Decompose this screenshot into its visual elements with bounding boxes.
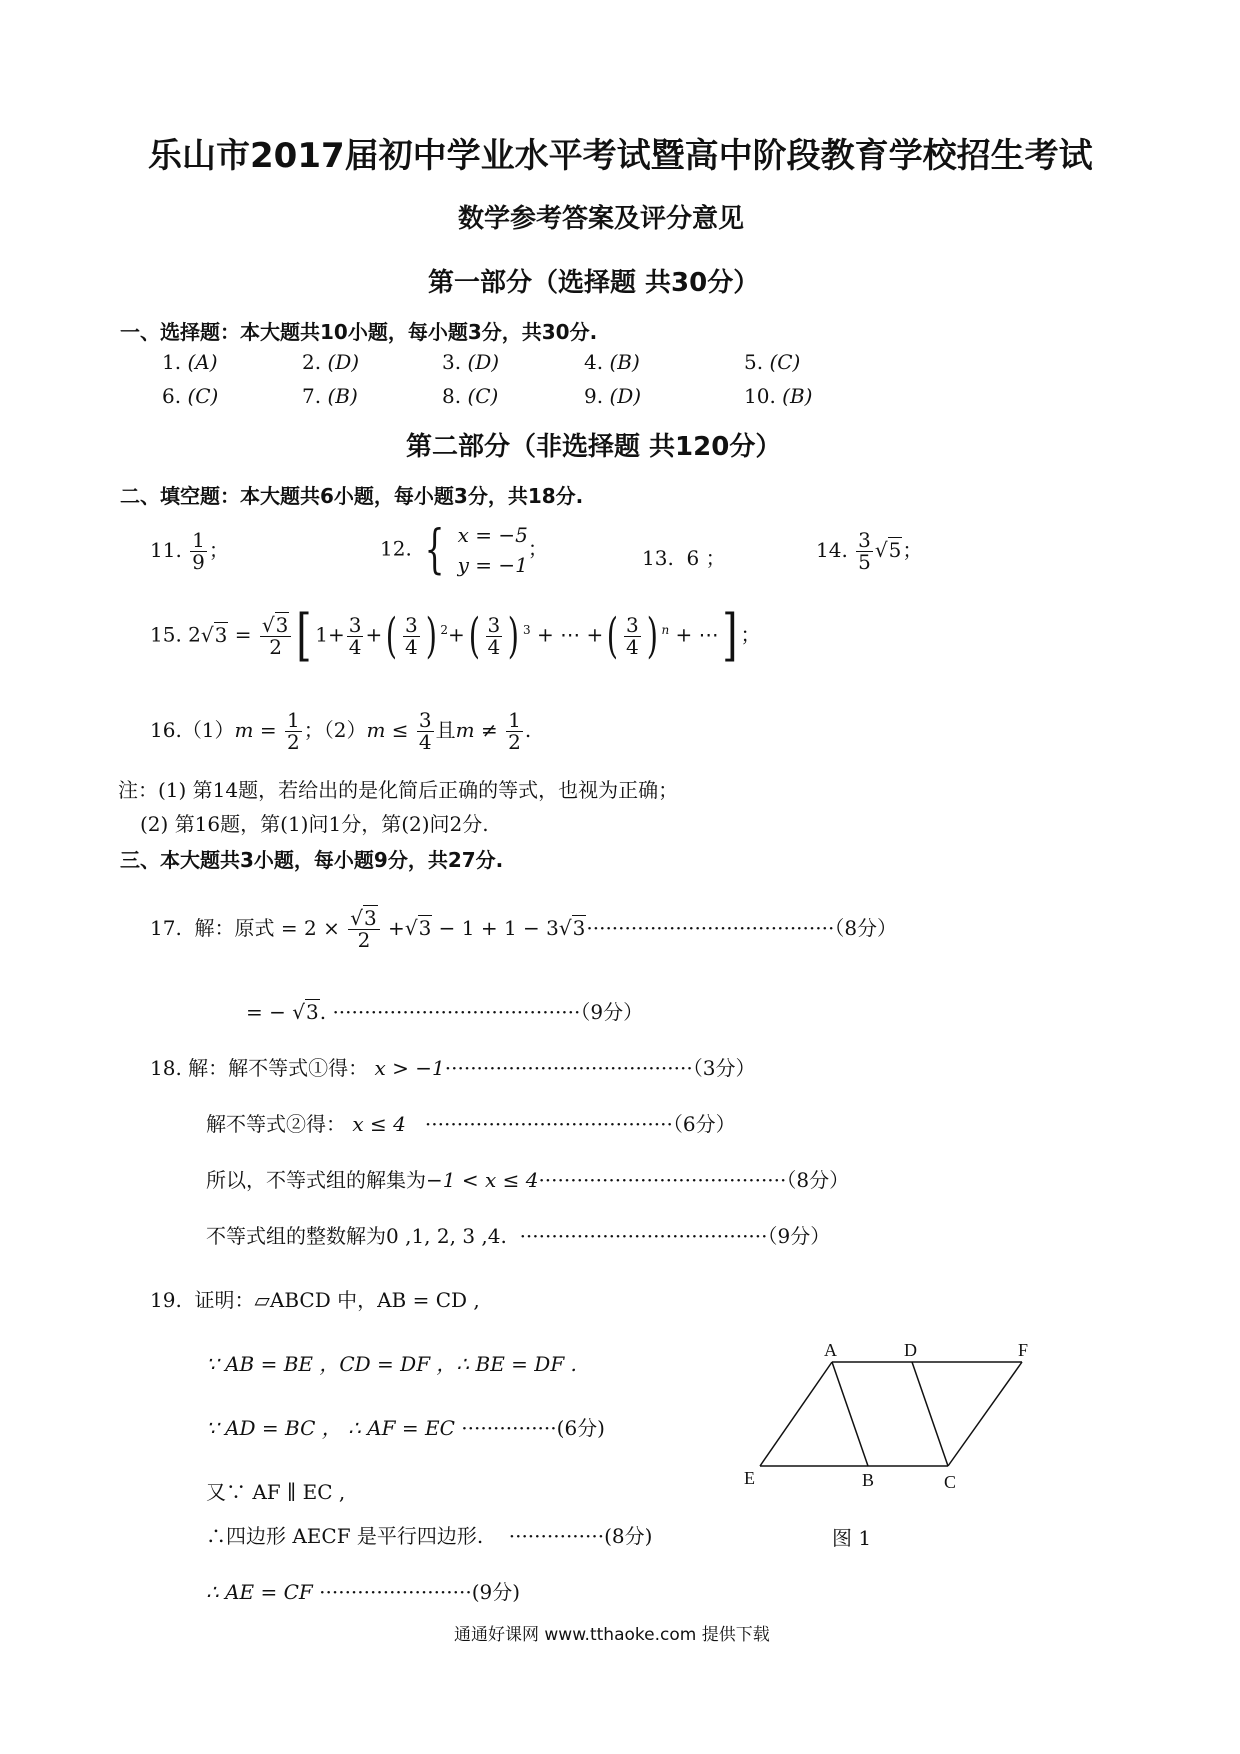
answer-q11: 11. $\frac{1}{9}$ ； [150, 528, 229, 574]
answer-q14: 14. $\frac{3}{5}$ √5； [816, 528, 923, 574]
brace-symbol: { [424, 520, 445, 580]
page-subtitle: 数学参考答案及评分意见 [458, 204, 745, 234]
label-b: B [862, 1470, 875, 1490]
answer-item: 1. (A) [162, 350, 218, 374]
footer-source: 通通好课网 www.tthaoke.com 提供下载 [454, 1625, 770, 1645]
segment-ab [832, 1362, 868, 1466]
answer-item: 9. (D) [584, 384, 642, 408]
part2-heading: 第二部分（非选择题 共120分） [406, 432, 782, 462]
segment-ea [760, 1362, 832, 1466]
figure-1-diagram [740, 1338, 1080, 1528]
segment-fc [948, 1362, 1022, 1466]
q19-line-1: 19. 证明：▱ABCD 中，AB = CD , [150, 1288, 480, 1312]
choice-section-label: 一、选择题：本大题共10小题，每小题3分，共30分. [120, 320, 598, 344]
label-d: D [904, 1340, 917, 1360]
answer-item: 10. (B) [744, 384, 813, 408]
answer-item: 8. (C) [442, 384, 499, 408]
label-a: A [824, 1340, 837, 1360]
answer-item: 2. (D) [302, 350, 360, 374]
label-c: C [944, 1472, 957, 1492]
part1-heading: 第一部分（选择题 共30分） [428, 268, 760, 298]
q18-line-3: 所以，不等式组的解集为−1 < x ≤ 4·······································（8分） [206, 1168, 850, 1192]
q18-line-1: 18. 解：解不等式①得： x > −1·······································（3分） [150, 1056, 756, 1080]
fill-section-label: 二、填空题：本大题共6小题，每小题3分，共18分. [120, 484, 584, 508]
answer-q16: 16.（1）m = $\frac{1}{2}$ ；（2）m ≤ $\frac{3}{4}$ 且m ≠ $\frac{1}{2}$ . [150, 708, 532, 754]
note-line-2: (2) 第16题，第(1)问1分，第(2)问2分. [140, 812, 489, 836]
q18-line-2: 解不等式②得： x ≤ 4 ·······································（6分） [206, 1112, 736, 1136]
answer-q12: 12. { x = −5 y = −1 ； [380, 520, 548, 580]
page-title: 乐山市2017届初中学业水平考试暨高中阶段教育学校招生考试 [148, 136, 1093, 176]
answer-q13: 13. 6 ； [642, 546, 726, 570]
label-f: F [1018, 1340, 1029, 1360]
segment-dc [912, 1362, 948, 1466]
q19-line-5: ∴四边形 AECF 是平行四边形. ···············(8分) [206, 1524, 653, 1548]
answer-item: 6. (C) [162, 384, 219, 408]
q19-line-4: 又∵ AF ∥ EC , [206, 1480, 346, 1504]
answer-item: 3. (D) [442, 350, 500, 374]
q19-line-3: ∵ AD = BC ， ∴ AF = EC ···············(6分) [206, 1416, 605, 1440]
label-e: E [744, 1468, 755, 1488]
q17-line-2: = − √3. ·······································（9分） [246, 1000, 644, 1024]
q19-line-6: ∴ AE = CF ························(9分) [206, 1580, 521, 1604]
answer-item: 5. (C) [744, 350, 801, 374]
answer-item: 7. (B) [302, 384, 358, 408]
section3-label: 三、本大题共3小题，每小题9分，共27分. [120, 848, 504, 872]
figure-1-caption: 图 1 [832, 1526, 872, 1550]
q17-line-1: 17. 解：原式 = 2 × $\frac{√3}{2}$ +√3 − 1 + 1 − 3√3·······································（8分） [150, 906, 898, 952]
q19-line-2: ∵ AB = BE ，CD = DF ，∴ BE = DF . [206, 1352, 577, 1376]
answer-q15: 15. 2√3 = $\frac{√3}{2}$ [ 1+ $\frac{3}{4}$ +( $\frac{3}{4}$ ) $^2$+( $\frac{3}{4}$ ) $^3$ + ⋯ +( $\frac{3}{4}$ ) $^n$ + ⋯] ； [150, 603, 761, 668]
q18-line-4: 不等式组的整数解为0 ,1, 2, 3 ,4. ·······································（9分） [206, 1224, 831, 1248]
answer-item: 4. (B) [584, 350, 640, 374]
note-line-1: 注：(1) 第14题，若给出的是化简后正确的等式，也视为正确； [118, 778, 679, 802]
